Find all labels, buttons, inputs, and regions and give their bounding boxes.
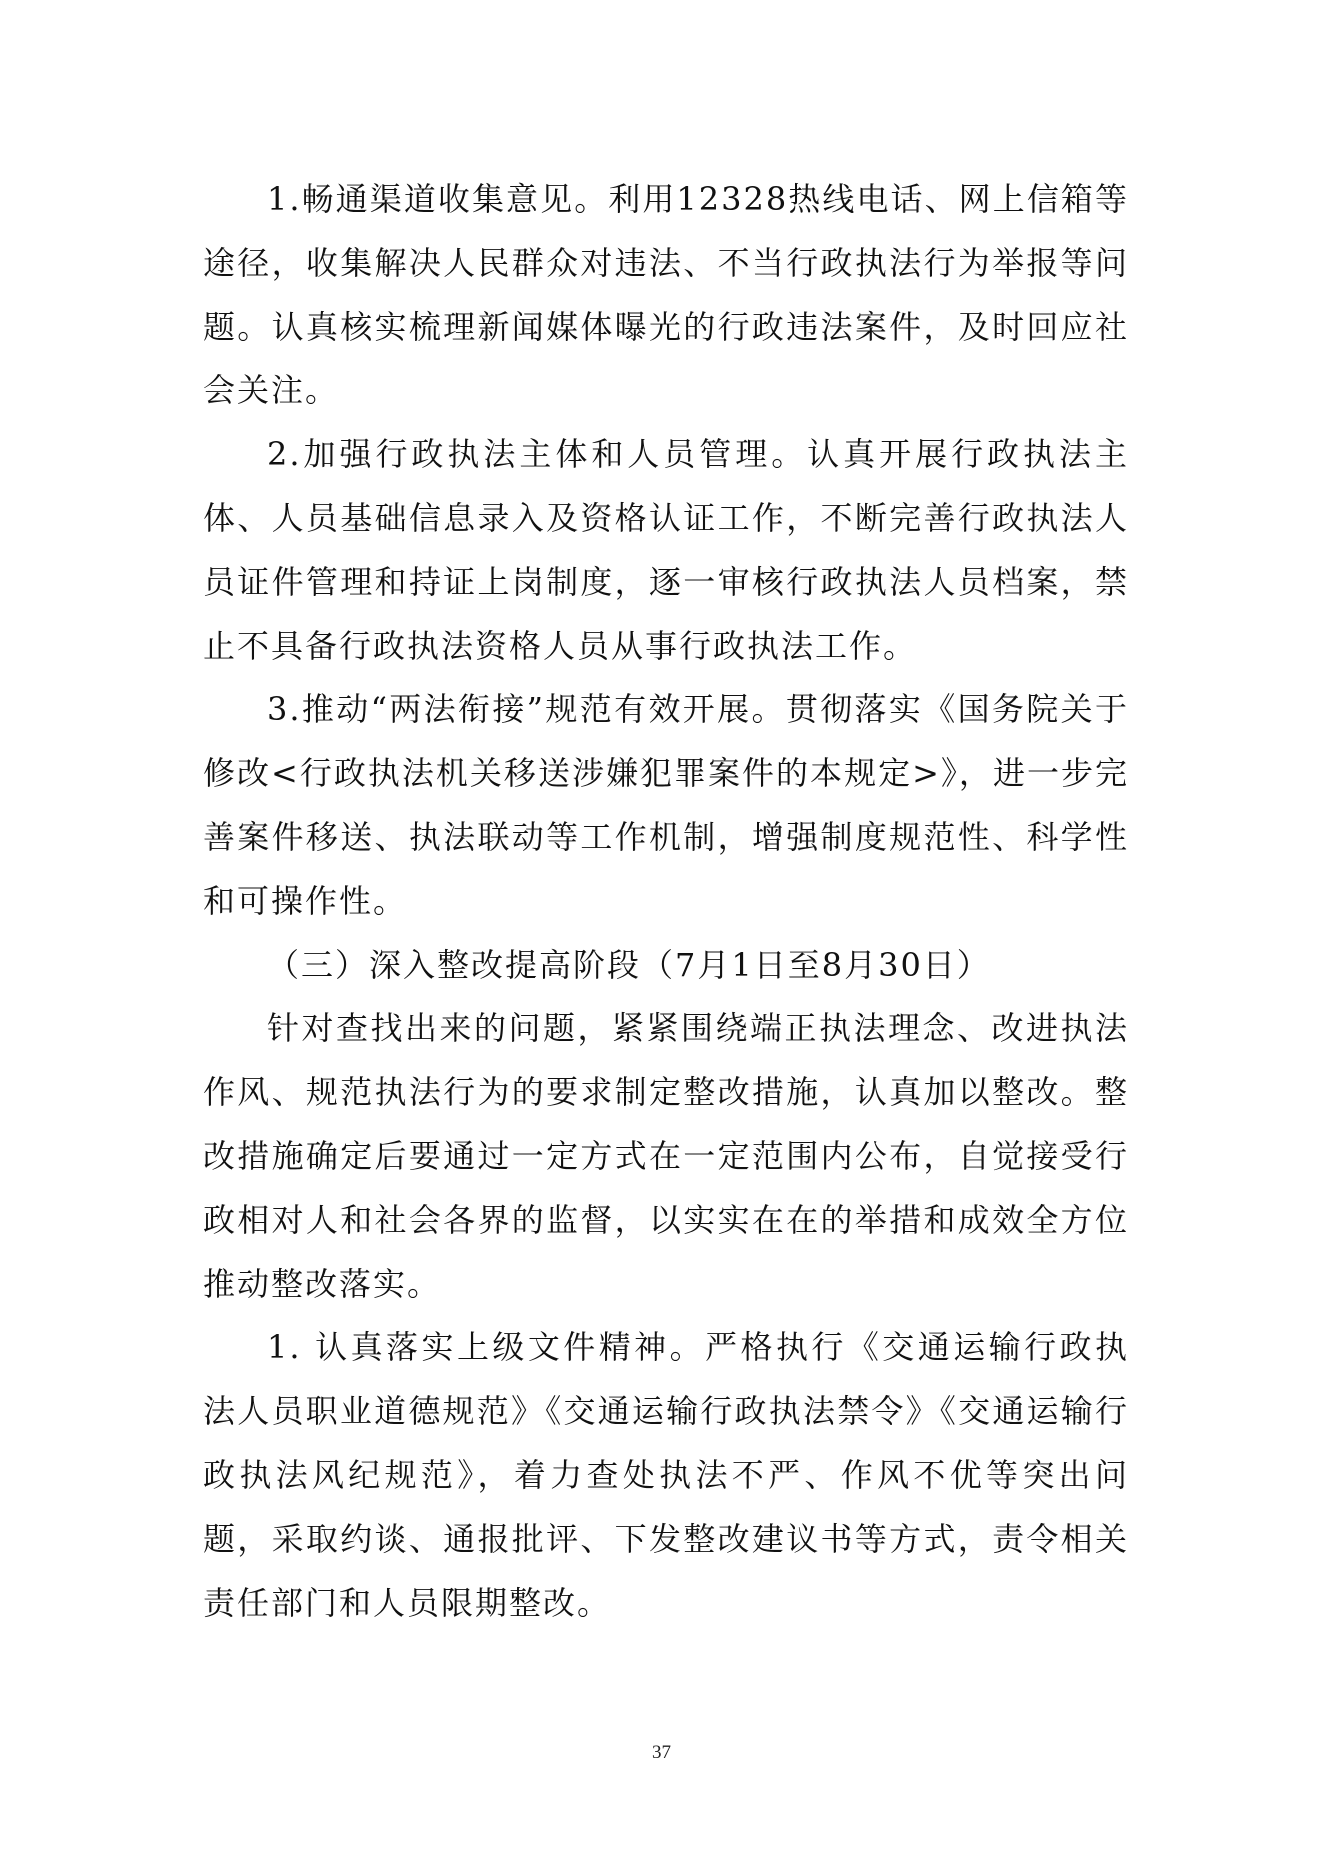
paragraph-implement-documents: 1. 认真落实上级文件精神。严格执行《交通运输行政执法人员职业道德规范》《交通运输行政执法禁令》《交通运输行政执法风纪规范》，着力查处执法不严、作风不优等突出问题，采取约谈、通报批评、下发整改建议书等方式，责令相关责任部门和人员限期整改。 xyxy=(203,1328,1129,1622)
paragraph-channel-opinions: 1.畅通渠道收集意见。利用12328热线电话、网上信箱等途径，收集解决人民群众对违法、不当行政执法行为举报等问题。认真核实梳理新闻媒体曝光的行政违法案件，及时回应社会关注。 xyxy=(203,180,1129,410)
paragraph-two-laws-connection: 3.推动“两法衔接”规范有效开展。贯彻落实《国务院关于修改<行政执法机关移送涉嫌犯罪案件的本规定>》，进一步完善案件移送、执法联动等工作机制，增强制度规范性、科学性和可操作性。 xyxy=(203,690,1129,920)
paragraph-rectification-measures: 针对查找出来的问题，紧紧围绕端正执法理念、改进执法作风、规范执法行为的要求制定整改措施，认真加以整改。整改措施确定后要通过一定方式在一定范围内公布，自觉接受行政相对人和社会各界的监督，以实实在在的举措和成效全方位推动整改落实。 xyxy=(203,1009,1129,1303)
paragraph-personnel-management: 2.加强行政执法主体和人员管理。认真开展行政执法主体、人员基础信息录入及资格认证工作，不断完善行政执法人员证件管理和持证上岗制度，逐一审核行政执法人员档案，禁止不具备行政执法资格人员从事行政执法工作。 xyxy=(203,435,1129,665)
body-text xyxy=(203,168,1129,1635)
page-number: 37 xyxy=(652,1742,671,1763)
section-heading-rectification-stage: （三）深入整改提高阶段（7月1日至8月30日） xyxy=(267,945,991,984)
